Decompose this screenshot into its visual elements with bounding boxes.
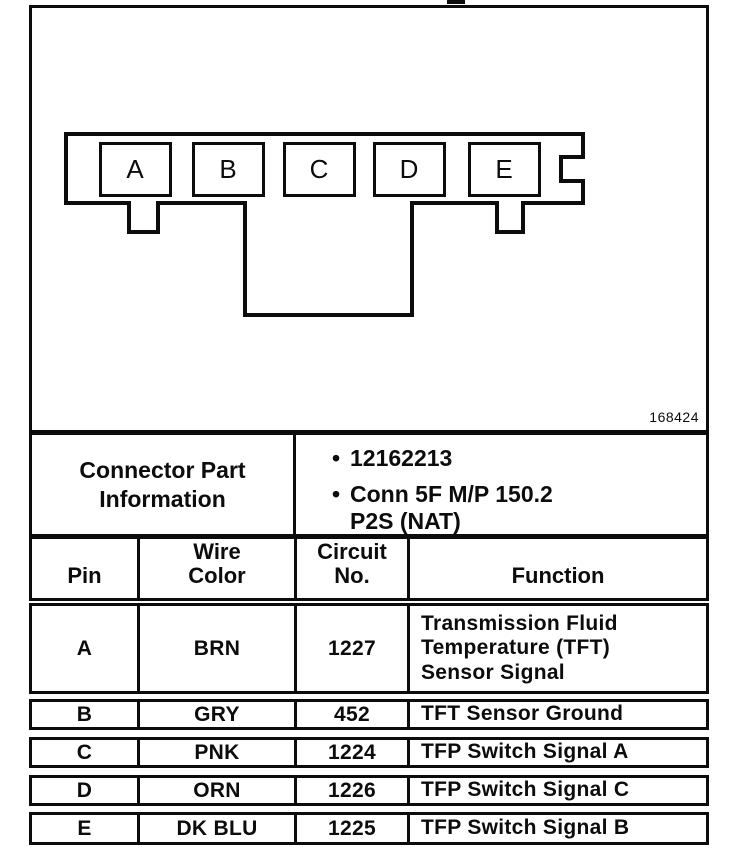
table-row-pin-b xyxy=(29,699,709,730)
part-information-label: Connector Part Information xyxy=(32,435,296,534)
scan-artifact-mark xyxy=(447,0,465,4)
pin-table-header-row xyxy=(29,536,709,601)
pin-label-e: E xyxy=(495,154,514,184)
part-information-values xyxy=(296,435,706,534)
cell-function: TFT Sensor Ground xyxy=(421,702,624,726)
cell-function: TFP Switch Signal A xyxy=(421,740,629,764)
cell-circuit: 1226 xyxy=(297,778,410,803)
part-number-item: • 12162213 xyxy=(350,445,600,472)
table-row-pin-a xyxy=(29,603,709,694)
cell-circuit: 1225 xyxy=(297,815,410,842)
cell-circuit: 1227 xyxy=(297,606,410,691)
connector-part-information-section xyxy=(29,432,709,537)
cell-wire: ORN xyxy=(140,778,297,803)
pin-cavity-d xyxy=(373,142,446,197)
table-row-pin-e xyxy=(29,812,709,845)
pin-cavity-c xyxy=(283,142,356,197)
cell-wire: PNK xyxy=(140,740,297,765)
connector-diagram-frame xyxy=(29,5,709,433)
header-function: Function xyxy=(511,563,605,589)
pin-label-a: A xyxy=(126,154,145,184)
cell-function: Transmission Fluid Temperature (TFT) Sensor Signal xyxy=(421,611,618,684)
cell-wire: BRN xyxy=(140,606,297,691)
document-sheet xyxy=(29,5,709,845)
pin-label-d: D xyxy=(399,154,420,184)
header-pin: Pin xyxy=(32,539,140,598)
figure-number: 168424 xyxy=(649,409,699,425)
table-row-pin-c xyxy=(29,737,709,768)
cell-pin: C xyxy=(32,740,140,765)
connector-type-item: • Conn 5F M/P 150.2 P2S (NAT) xyxy=(350,481,600,535)
connector-outline-drawing xyxy=(32,8,706,430)
cell-pin: E xyxy=(32,815,140,842)
table-row-pin-d xyxy=(29,775,709,806)
pin-cavity-b xyxy=(192,142,265,197)
cell-circuit: 1224 xyxy=(297,740,410,765)
cell-wire: GRY xyxy=(140,702,297,727)
header-circuit-no: Circuit No. xyxy=(297,539,410,598)
header-wire-color: Wire Color xyxy=(140,539,297,598)
pin-cavity-a xyxy=(99,142,172,197)
pin-label-c: C xyxy=(309,154,330,184)
cell-function: TFP Switch Signal C xyxy=(421,778,630,802)
cell-pin: D xyxy=(32,778,140,803)
cell-pin: A xyxy=(32,606,140,691)
cell-wire: DK BLU xyxy=(140,815,297,842)
cell-circuit: 452 xyxy=(297,702,410,727)
cell-function: TFP Switch Signal B xyxy=(421,816,630,840)
pin-cavity-e xyxy=(468,142,541,197)
pin-label-b: B xyxy=(219,154,238,184)
cell-pin: B xyxy=(32,702,140,727)
